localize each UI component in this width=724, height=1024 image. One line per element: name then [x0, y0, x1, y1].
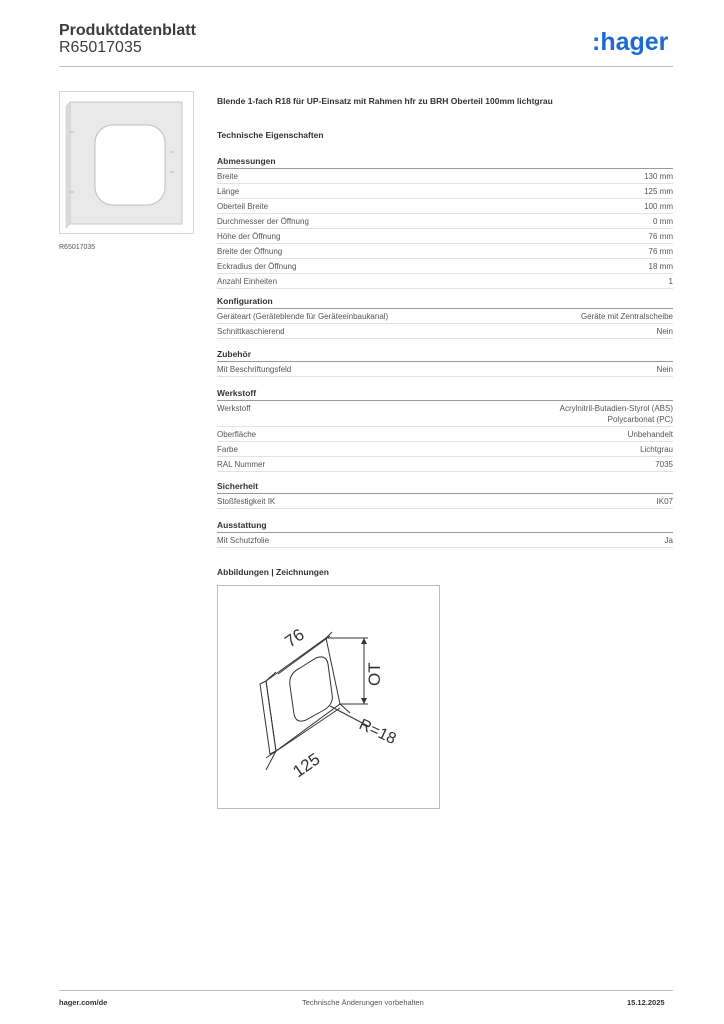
product-name: Blende 1-fach R18 für UP-Einsatz mit Rahmen hfr zu BRH Oberteil 100mm lichtgrau	[217, 96, 553, 106]
dim-width-label: 76	[281, 624, 308, 652]
row-value: IK07	[656, 497, 673, 506]
row-label: Breite der Öffnung	[217, 247, 283, 256]
table-row	[217, 533, 673, 548]
table-row	[217, 362, 673, 377]
row-value: Ja	[664, 536, 673, 545]
row-label: RAL Nummer	[217, 460, 266, 469]
row-value: Lichtgrau	[640, 445, 673, 454]
row-label: Oberfläche	[217, 430, 257, 439]
section-title: Werkstoff	[217, 387, 673, 401]
article-number: R65017035	[59, 39, 142, 56]
section-ausstattung	[217, 519, 673, 548]
row-value: Geräte mit Zentralscheibe	[580, 312, 673, 321]
table-row	[217, 169, 673, 184]
row-value: 0 mm	[653, 217, 673, 226]
dimension-drawing	[218, 586, 439, 808]
row-value: 76 mm	[648, 232, 673, 241]
page-title: Produktdatenblatt	[59, 22, 196, 39]
dim-height-label: OT	[365, 662, 384, 686]
row-value: Nein	[656, 327, 673, 336]
row-label: Mit Beschriftungsfeld	[217, 365, 292, 374]
row-label: Länge	[217, 187, 240, 196]
figures-heading: Abbildungen | Zeichnungen	[217, 567, 329, 577]
row-value: 76 mm	[648, 247, 673, 256]
row-value: 125 mm	[644, 187, 673, 196]
footer-divider	[59, 990, 673, 991]
row-label: Schnittkaschierend	[217, 327, 285, 336]
row-value: Acrylnitril-Butadien-Styrol (ABS) Polycarbonat (PC)	[559, 404, 673, 424]
technical-drawing	[217, 585, 440, 809]
row-value: Nein	[656, 365, 673, 374]
table-row	[217, 199, 673, 214]
table-row	[217, 214, 673, 229]
row-value: 1	[668, 277, 673, 286]
section-werkstoff	[217, 387, 673, 472]
footer-website: hager.com/de	[59, 998, 108, 1007]
row-label: Höhe der Öffnung	[217, 232, 281, 241]
row-label: Durchmesser der Öffnung	[217, 217, 309, 226]
row-value: 130 mm	[644, 172, 673, 181]
section-abmessungen	[217, 155, 673, 289]
footer-notice: Technische Änderungen vorbehalten	[302, 998, 424, 1007]
product-image	[60, 92, 193, 233]
section-title: Zubehör	[217, 348, 673, 362]
row-label: Eckradius der Öffnung	[217, 262, 297, 271]
footer-date: 15.12.2025	[627, 998, 665, 1007]
table-row	[217, 184, 673, 199]
row-value: 100 mm	[644, 202, 673, 211]
row-label: Breite	[217, 172, 238, 181]
header-divider	[59, 66, 673, 67]
row-label: Mit Schutzfolie	[217, 536, 270, 545]
table-row	[217, 494, 673, 509]
section-konfiguration	[217, 295, 673, 339]
section-title: Sicherheit	[217, 480, 673, 494]
hager-logo	[592, 28, 682, 56]
table-row	[217, 274, 673, 289]
table-row	[217, 442, 673, 457]
dim-length-label: 125	[289, 749, 324, 782]
row-label: Farbe	[217, 445, 238, 454]
row-label: Anzahl Einheiten	[217, 277, 278, 286]
section-title: Ausstattung	[217, 519, 673, 533]
row-value: 18 mm	[648, 262, 673, 271]
section-title: Abmessungen	[217, 155, 673, 169]
row-value: 7035	[655, 460, 673, 469]
section-sicherheit	[217, 480, 673, 509]
logo-text: :hager	[592, 28, 669, 56]
table-row	[217, 259, 673, 274]
table-row	[217, 457, 673, 472]
tech-properties-heading: Technische Eigenschaften	[217, 130, 324, 140]
table-row	[217, 427, 673, 442]
table-row	[217, 244, 673, 259]
row-value: Unbehandelt	[627, 430, 673, 439]
table-row	[217, 324, 673, 339]
thumbnail-caption: R65017035	[59, 244, 96, 251]
row-label: Werkstoff	[217, 404, 251, 413]
row-label: Stoßfestigkeit IK	[217, 497, 276, 506]
section-zubehoer	[217, 348, 673, 377]
table-row	[217, 401, 673, 427]
product-thumbnail	[59, 91, 194, 234]
row-label: Geräteart (Geräteblende für Geräteeinbaukanal)	[217, 312, 389, 321]
row-label: Oberteil Breite	[217, 202, 269, 211]
table-row	[217, 309, 673, 324]
dim-radius-label: R=18	[356, 716, 399, 748]
section-title: Konfiguration	[217, 295, 673, 309]
table-row	[217, 229, 673, 244]
